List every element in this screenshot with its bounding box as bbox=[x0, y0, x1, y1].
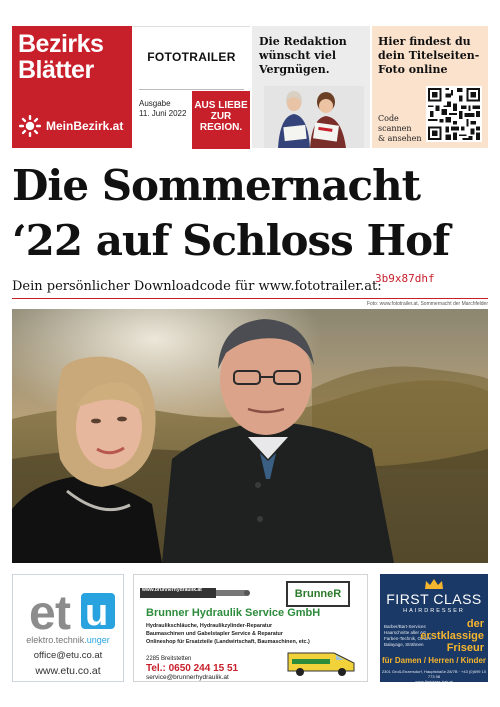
logo-word-blaetter: Blätter bbox=[18, 56, 94, 84]
firstclass-address bbox=[380, 669, 488, 682]
firstclass-slogan-line: der bbox=[466, 618, 484, 630]
brunner-service-line: Baumaschinen und Gabelstapler Service & Reparatur bbox=[146, 631, 283, 637]
firstclass-service: Balayage, Strähnen bbox=[384, 642, 424, 647]
slogan-line: REGION. bbox=[199, 122, 243, 133]
qr-caption-line: scannen bbox=[378, 124, 412, 133]
headline-line-2: ‘22 auf Schloss Hof bbox=[12, 216, 450, 265]
qr-caption-line: & ansehen bbox=[378, 134, 422, 143]
promo-line: dein Titelseiten- bbox=[378, 49, 480, 62]
issue-info bbox=[139, 99, 186, 119]
editorial-line: Vergnügen. bbox=[259, 63, 330, 76]
firstclass-slogan-line: erstklassige bbox=[420, 630, 484, 642]
service-van-icon bbox=[284, 647, 358, 677]
fototrailer-box bbox=[133, 26, 250, 148]
logo-url bbox=[18, 114, 123, 138]
etu-logo-icon bbox=[19, 585, 119, 635]
firstclass-service: Haarschnitte aller Art bbox=[384, 630, 426, 635]
editorial-box bbox=[252, 26, 370, 148]
svg-text:e: e bbox=[29, 587, 53, 635]
brunner-service-line: Hydraulikschläuche, Hydraulikzylinder-Reparatur bbox=[146, 623, 273, 629]
promo-box bbox=[372, 26, 488, 148]
promo-text bbox=[378, 35, 486, 77]
firstclass-slogan-line: Friseur bbox=[446, 642, 484, 654]
photo-credit: Foto: www.fototrailer.at, Sommernacht der Marchfelder bbox=[366, 301, 488, 307]
firstclass-address-line: 2301 Groß-Enzersdorf, Hauptstraße 28/7B · +43 (0)699 10 773 98 bbox=[381, 669, 487, 679]
logo-word-bezirks: Bezirks bbox=[18, 30, 104, 58]
etu-website[interactable]: www.etu.co.at bbox=[35, 665, 101, 677]
ad-etu[interactable] bbox=[12, 574, 124, 682]
download-code[interactable]: 3b9x87dhf bbox=[375, 272, 435, 285]
etu-subtitle-prefix: elektro.technik. bbox=[26, 635, 87, 645]
brunner-company-name: Brunner Hydraulik Service GmbH bbox=[146, 607, 321, 619]
firstclass-service: Farben-Technik, Ombré bbox=[384, 636, 432, 641]
svg-text:t: t bbox=[55, 587, 68, 635]
qr-caption bbox=[378, 114, 421, 144]
brunner-bar-url: www.brunnerhydraulik.at bbox=[142, 587, 202, 593]
brunner-services bbox=[146, 622, 310, 646]
sun-logo-icon bbox=[18, 114, 42, 138]
etu-email[interactable]: office@etu.co.at bbox=[33, 650, 103, 661]
firstclass-website[interactable]: www.firstclass-hair.at bbox=[415, 679, 453, 682]
editorial-staff-photo bbox=[264, 86, 364, 148]
fototrailer-title: FOTOTRAILER bbox=[147, 50, 236, 64]
editorial-greeting bbox=[259, 35, 367, 77]
crown-icon bbox=[424, 578, 444, 590]
firstclass-audience: für Damen / Herren / Kinder bbox=[381, 656, 487, 665]
qr-code-icon[interactable] bbox=[426, 86, 482, 142]
brunner-logo: BrunneR bbox=[286, 581, 350, 607]
slogan-line: AUS LIEBE bbox=[194, 100, 248, 111]
firstclass-slogan bbox=[420, 618, 484, 654]
brunner-service-line: Onlineshop für Ersatzteile (Landwirtschaft, Baumaschinen, etc.) bbox=[146, 639, 310, 645]
brunner-phone[interactable]: Tel.: 0650 244 15 51 bbox=[146, 663, 239, 674]
firstclass-subtitle: HAIRDRESSER bbox=[403, 608, 465, 614]
svg-text:u: u bbox=[85, 592, 109, 634]
firstclass-title: FIRST CLASS bbox=[386, 591, 482, 607]
brunner-city: 2285 Breitstetten bbox=[146, 656, 192, 662]
brunner-email[interactable]: service@brunnerhydraulik.at bbox=[146, 674, 229, 681]
promo-line: Hier findest du bbox=[378, 35, 471, 48]
editorial-line: wünscht viel bbox=[259, 49, 337, 62]
ad-firstclass[interactable] bbox=[380, 574, 488, 682]
divider bbox=[139, 89, 244, 90]
firstclass-service: Barber/Bart-Services bbox=[384, 624, 426, 629]
slogan-box bbox=[192, 91, 250, 149]
ad-brunner[interactable] bbox=[133, 574, 368, 682]
slogan-line: ZUR bbox=[210, 111, 232, 122]
etu-subtitle-highlight: unger bbox=[86, 635, 110, 645]
qr-caption-line: Code bbox=[378, 114, 399, 123]
headline-line-1: Die Sommernacht bbox=[12, 161, 421, 210]
page-headline bbox=[12, 158, 492, 268]
issue-date: 11. Juni 2022 bbox=[139, 109, 187, 118]
divider bbox=[12, 298, 488, 299]
logo-url-text: MeinBezirk.at bbox=[46, 119, 124, 133]
issue-label: Ausgabe bbox=[139, 99, 171, 108]
editorial-line: Die Redaktion bbox=[259, 35, 347, 48]
etu-subtitle bbox=[13, 635, 123, 645]
event-couple-photo bbox=[12, 309, 488, 563]
promo-line: Foto online bbox=[378, 63, 448, 76]
bezirksblaetter-logo[interactable] bbox=[12, 26, 132, 148]
download-code-label: Dein persönlicher Downloadcode für www.fototrailer.at: bbox=[12, 279, 382, 294]
